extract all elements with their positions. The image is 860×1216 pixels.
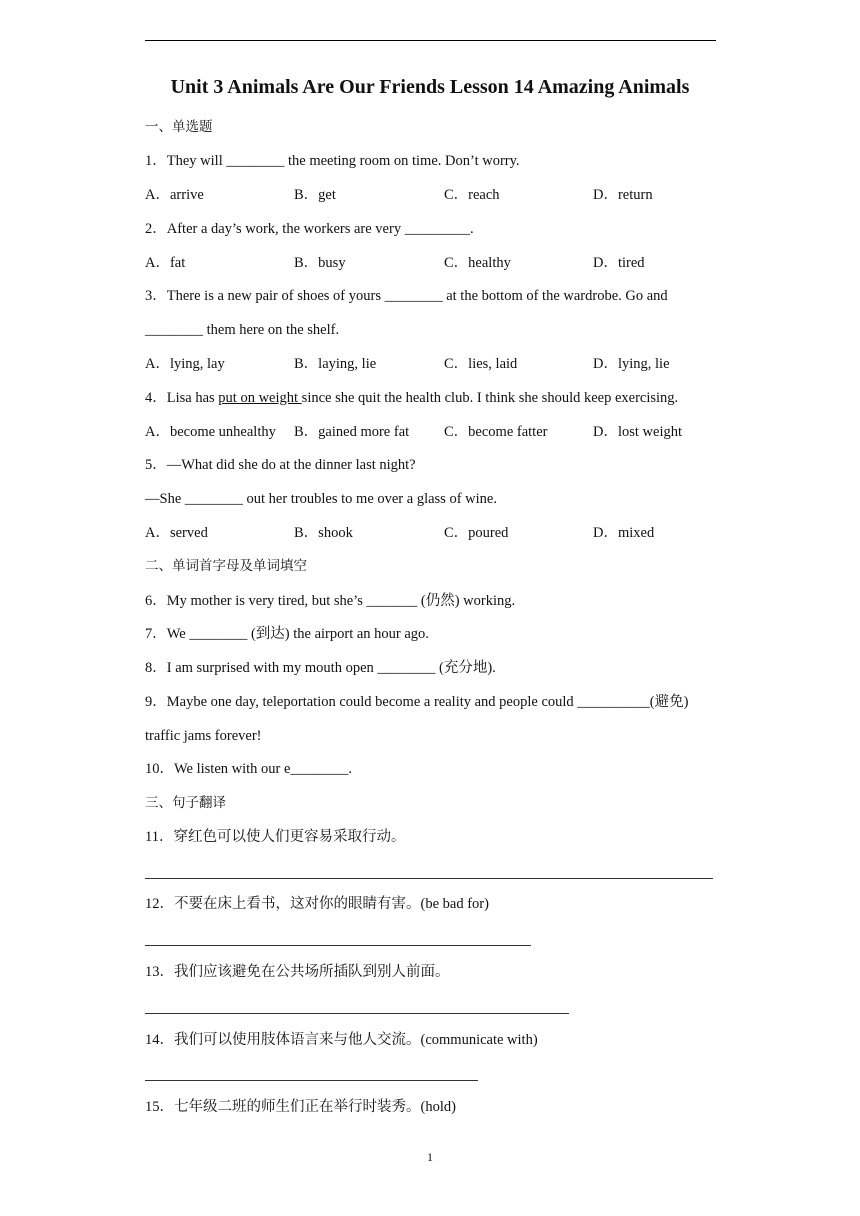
- answer-line-14[interactable]: [145, 1080, 478, 1081]
- section-heading-single-choice: 一、单选题: [145, 119, 213, 135]
- question-3-line-2: ________ them here on the shelf.: [145, 322, 340, 338]
- question-14: 14．我们可以使用肢体语言来与他人交流。(communicate with): [145, 1032, 538, 1048]
- question-10: 10．We listen with our e________.: [145, 761, 353, 777]
- option-c: C．lies, laid: [444, 356, 518, 372]
- question-5-line-2: —She ________ out her troubles to me over a glass of wine.: [145, 491, 497, 507]
- question-9-line-2: traffic jams forever!: [145, 728, 262, 744]
- option-c: C．reach: [444, 187, 500, 203]
- question-4-options: [145, 423, 745, 441]
- option-a: A．become unhealthy: [145, 424, 276, 440]
- page-number: 1: [427, 1150, 433, 1164]
- answer-line-12[interactable]: [145, 945, 531, 946]
- question-5-line-1: 5．—What did she do at the dinner last night?: [145, 457, 416, 473]
- question-9-line-1: 9．Maybe one day, teleportation could become a reality and people could __________(避免): [145, 694, 689, 710]
- option-b: B．gained more fat: [294, 424, 410, 440]
- question-2-options: [145, 254, 745, 272]
- header-rule: [145, 40, 716, 41]
- option-d: D．tired: [593, 255, 645, 271]
- option-d: D．return: [593, 187, 653, 203]
- option-b: B．busy: [294, 255, 346, 271]
- question-8: 8．I am surprised with my mouth open ________ (充分地).: [145, 660, 496, 676]
- question-3-options: [145, 355, 745, 373]
- option-a: A．lying, lay: [145, 356, 225, 372]
- question-3-line-1: 3．There is a new pair of shoes of yours ________ at the bottom of the wardrobe. Go and: [145, 288, 668, 304]
- option-d: D．lying, lie: [593, 356, 670, 372]
- question-7: 7．We ________ (到达) the airport an hour ago.: [145, 626, 429, 642]
- option-a: A．served: [145, 525, 208, 541]
- option-c: C．poured: [444, 525, 509, 541]
- question-5-options: [145, 524, 745, 542]
- section-heading-word-fill: 二、单词首字母及单词填空: [145, 558, 307, 574]
- question-11: 11．穿红色可以使人们更容易采取行动。: [145, 829, 406, 845]
- option-d: D．lost weight: [593, 424, 683, 440]
- question-2: 2．After a day’s work, the workers are very _________.: [145, 221, 474, 237]
- question-13: 13．我们应该避免在公共场所插队到别人前面。: [145, 964, 450, 980]
- option-c: C．healthy: [444, 255, 511, 271]
- question-4-suffix: since she quit the health club. I think she should keep exercising.: [301, 390, 679, 406]
- underlined-phrase: put on weight: [218, 390, 302, 406]
- option-d: D．mixed: [593, 525, 655, 541]
- question-15: 15．七年级二班的师生们正在举行时装秀。(hold): [145, 1099, 456, 1115]
- question-4-prefix: 4．Lisa has: [145, 390, 219, 406]
- option-a: A．arrive: [145, 187, 204, 203]
- question-1-options: [145, 186, 745, 204]
- option-c: C．become fatter: [444, 424, 548, 440]
- option-b: B．laying, lie: [294, 356, 377, 372]
- question-6: 6．My mother is very tired, but she’s _______ (仍然) working.: [145, 593, 516, 609]
- question-4: [145, 389, 678, 407]
- question-12: 12．不要在床上看书，这对你的眼睛有害。(be bad for): [145, 896, 489, 912]
- section-heading-translation: 三、句子翻译: [145, 795, 226, 811]
- answer-line-11[interactable]: [145, 878, 713, 879]
- question-1: 1．They will ________ the meeting room on time. Don’t worry.: [145, 153, 520, 169]
- option-b: B．shook: [294, 525, 353, 541]
- answer-line-13[interactable]: [145, 1013, 569, 1014]
- option-a: A．fat: [145, 255, 186, 271]
- option-b: B．get: [294, 187, 336, 203]
- document-title: Unit 3 Animals Are Our Friends Lesson 14 Amazing Animals: [170, 76, 690, 98]
